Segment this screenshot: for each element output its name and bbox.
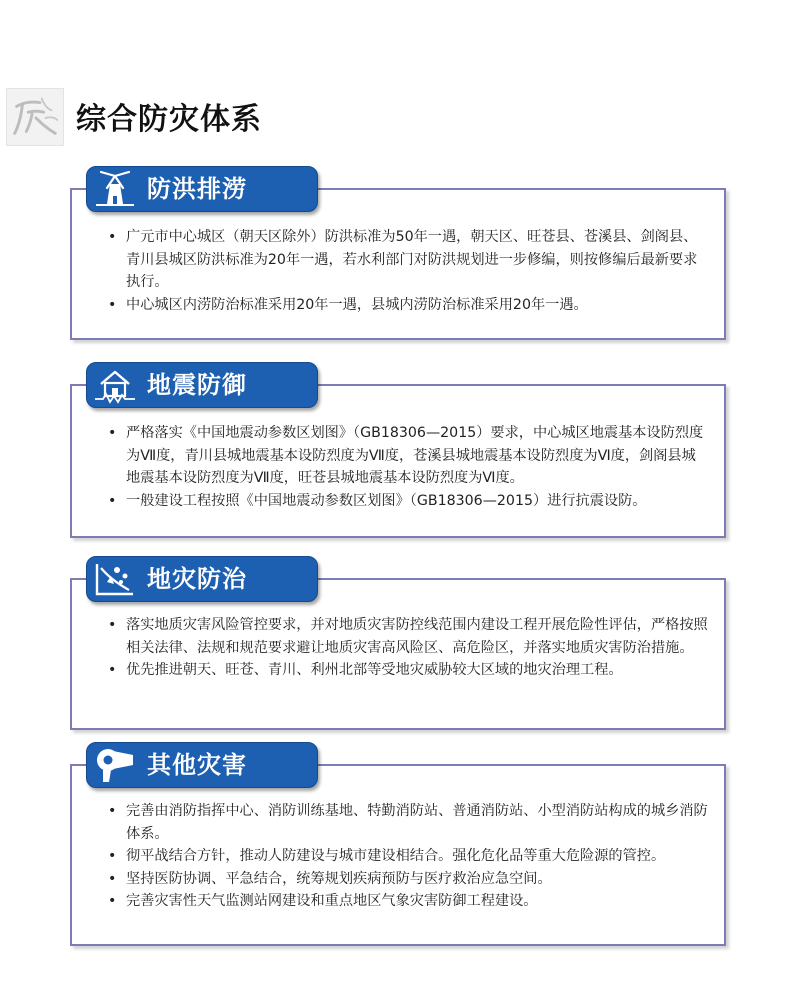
bullet-item: • 落实地质灾害风险管控要求，并对地质灾害防控线范围内建设工程开展危险性评估，严格按照相关法律、法规和规范要求避让地质灾害高风险区、高危险区，并落实地质灾害防治措施。 (106, 614, 708, 659)
bullet-item: • 中心城区内涝防治标准采用20年一遇，县城内涝防治标准采用20年一遇。 (106, 294, 708, 317)
bullet-item: • 广元市中心城区（朝天区除外）防洪标准为50年一遇，朝天区、旺苍县、苍溪县、剑阁县、青川县城区防洪标准为20年一遇，若水利部门对防洪规划进一步修编，则按修编后最新要求执行。 (106, 226, 708, 294)
section-body (106, 422, 708, 512)
bullet-item: • 一般建设工程按照《中国地震动参数区划图》（GB18306—2015）进行抗震设防。 (106, 490, 708, 513)
bullet-item: • 完善灾害性天气监测站网建设和重点地区气象灾害防御工程建设。 (106, 890, 708, 913)
section-title: 地震防御 (147, 371, 247, 399)
page-title: 综合防灾体系 (76, 102, 262, 137)
section-body (106, 800, 708, 913)
earthquake-house-icon (93, 366, 137, 404)
section-body (106, 226, 708, 316)
hair-dryer-icon (93, 746, 137, 784)
brush-calligraphy-logo-icon (6, 88, 64, 146)
bullet-item: • 严格落实《中国地震动参数区划图》（GB18306—2015）要求，中心城区地震基本设防烈度为Ⅶ度，青川县城地震基本设防烈度为Ⅶ度，苍溪县城地震基本设防烈度为Ⅵ度，剑阁县城地震基本设防烈度为Ⅶ度，旺苍县城地震基本设防烈度为Ⅵ度。 (106, 422, 708, 490)
bullet-item: • 完善由消防指挥中心、消防训练基地、特勤消防站、普通消防站、小型消防站构成的城乡消防体系。 (106, 800, 708, 845)
section-header-other-disasters (86, 742, 318, 788)
section-title: 防洪排涝 (147, 175, 247, 203)
section-title: 地灾防治 (147, 565, 247, 593)
bullet-item: • 坚持医防协调、平急结合，统筹规划疾病预防与医疗救治应急空间。 (106, 868, 708, 891)
bullet-item: • 彻平战结合方针，推动人防建设与城市建设相结合。强化危化品等重大危险源的管控。 (106, 845, 708, 868)
section-other-disasters (70, 764, 726, 946)
section-body (106, 614, 708, 682)
section-title: 其他灾害 (147, 751, 247, 779)
bullet-item: • 优先推进朝天、旺苍、青川、利州北部等受地灾威胁较大区域的地灾治理工程。 (106, 659, 708, 682)
section-header-flood-control (86, 166, 318, 212)
windmill-icon (93, 170, 137, 208)
section-header-geological-disaster (86, 556, 318, 602)
landslide-icon (93, 560, 137, 598)
section-header-earthquake-defense (86, 362, 318, 408)
